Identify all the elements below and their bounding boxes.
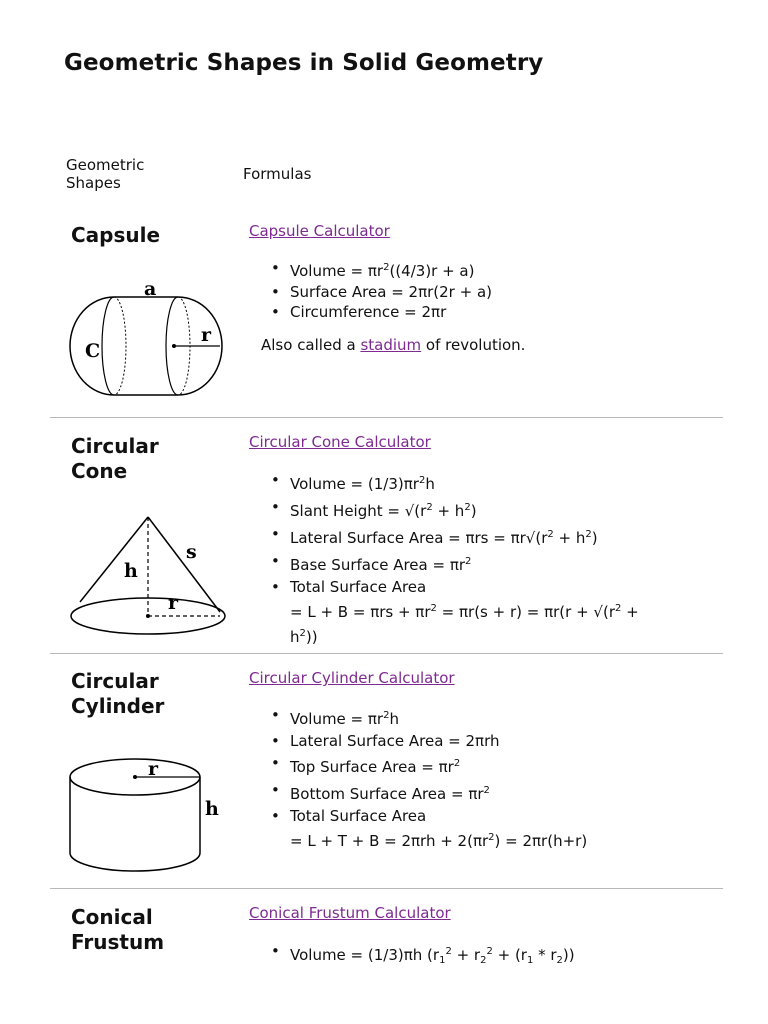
cone-label-r: r: [168, 592, 179, 614]
shape-name-circular-cylinder: Circular Cylinder: [71, 669, 165, 718]
capsule-diagram: [60, 275, 240, 405]
cone-label-h: h: [124, 560, 138, 582]
cone-label-s: s: [186, 541, 197, 563]
capsule-formula-list: [249, 258, 492, 323]
cylinder-label-h: h: [205, 798, 219, 820]
page-title: Geometric Shapes in Solid Geometry: [64, 50, 544, 76]
capsule-note: Also called a stadium of revolution.: [261, 336, 526, 354]
cone-formula-volume: • Volume = $(1/3)\pi r^2h$: [249, 469, 639, 496]
divider-1: [50, 417, 723, 418]
divider-2: [50, 653, 723, 654]
conical-frustum-calculator-link[interactable]: Conical Frustum Calculator: [249, 904, 451, 922]
header-shapes-line2: Shapes: [66, 174, 121, 192]
stadium-link[interactable]: stadium: [360, 336, 422, 354]
frustum-formula-list: [249, 940, 575, 972]
capsule-formula-surface-area: • Surface Area = 2πr(2r + a): [249, 282, 492, 303]
header-shapes-line1: Geometric: [66, 156, 145, 174]
cylinder-formula-total-area: • Total Surface Area = $L + T + B = 2\pi rh + 2(\pi r^2) = 2\pi r(h+r)$: [249, 806, 587, 852]
circular-cone-calculator-link[interactable]: Circular Cone Calculator: [249, 433, 431, 451]
capsule-formula-circumference: • Circumference = 2πr: [249, 302, 492, 323]
cylinder-formula-lateral-area: • Lateral Surface Area = 2πrh: [249, 730, 587, 752]
cone-diagram: [60, 505, 240, 645]
cone-formula-list: [249, 469, 639, 648]
cone-formula-total-area: • Total Surface Area = $L + B = \pi rs + \pi r^2 = \pi r(s + r) = \pi r(r + √(r^2$ + $h^2$)): [249, 577, 639, 648]
shape-name-circular-cone: Circular Cone: [71, 434, 159, 483]
circular-cylinder-calculator-link[interactable]: Circular Cylinder Calculator: [249, 669, 455, 687]
shape-name-conical-frustum: Conical Frustum: [71, 905, 165, 954]
cylinder-formula-volume: • Volume = $\pi r^2h$: [249, 705, 587, 730]
header-geometric-shapes: [66, 156, 144, 192]
cone-formula-lateral-area: • Lateral Surface Area = $\pi rs = \pi r√(r^2 + h^2)$: [249, 523, 639, 550]
cylinder-label-r: r: [148, 758, 159, 780]
capsule-formula-volume: • Volume = $\pi r^2((4/3)r + a)$: [249, 258, 492, 282]
shape-name-capsule: Capsule: [71, 223, 161, 247]
capsule-label-r: r: [201, 324, 212, 346]
capsule-label-c: C: [85, 340, 101, 362]
header-formulas: Formulas: [243, 165, 312, 183]
cone-formula-slant-height: • Slant Height = $√(r^2 + h^2)$: [249, 496, 639, 523]
cylinder-formula-bottom-area: • Bottom Surface Area = $\pi r^2$: [249, 779, 587, 806]
frustum-formula-volume: • Volume = (1/3)πh $(r_1^2 + r_2^2 + (r_1 * r_2))$: [249, 940, 575, 972]
capsule-calculator-link[interactable]: Capsule Calculator: [249, 222, 390, 240]
divider-3: [50, 888, 723, 889]
cylinder-formula-list: [249, 705, 587, 852]
cone-formula-base-area: • Base Surface Area = $\pi r^2$: [249, 550, 639, 577]
cylinder-diagram: [60, 755, 240, 880]
capsule-label-a: a: [144, 278, 157, 300]
cylinder-formula-top-area: • Top Surface Area = $\pi r^2$: [249, 752, 587, 779]
